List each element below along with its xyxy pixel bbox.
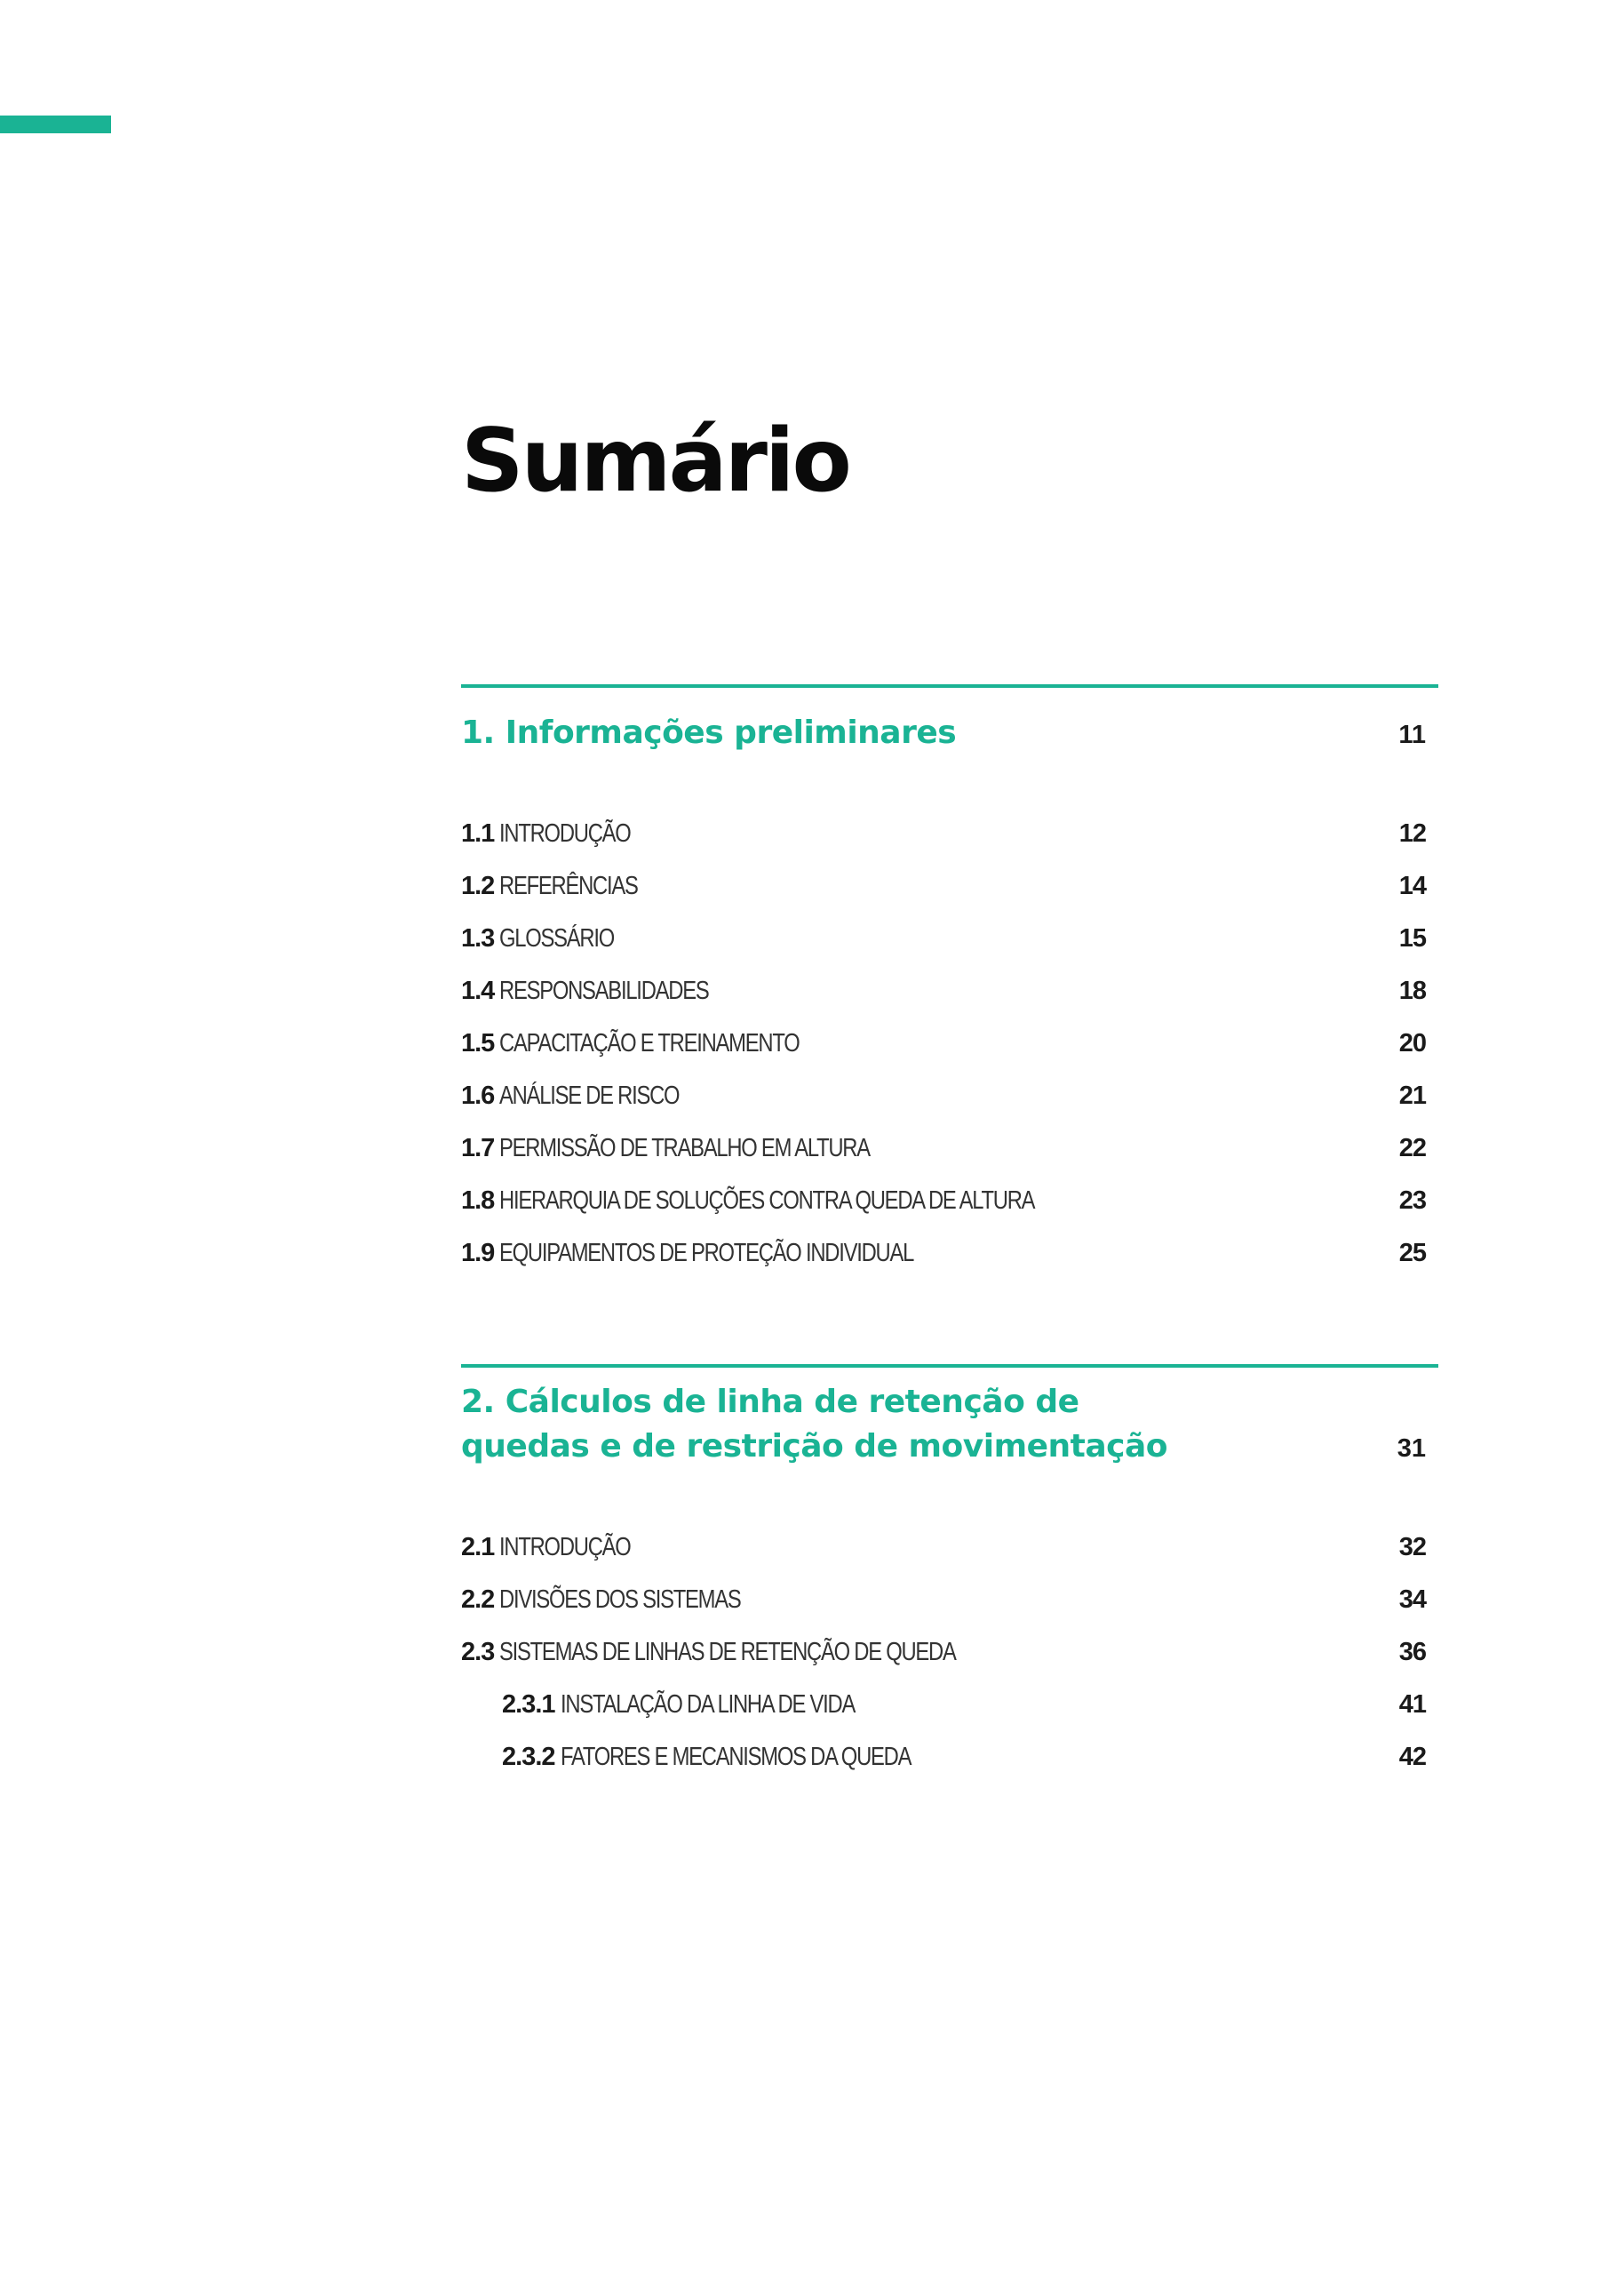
toc-entry[interactable] [461,1175,1438,1227]
entry-label: REFERÊNCIAS [499,872,638,900]
toc-subentry[interactable] [461,1731,1438,1784]
toc-entry[interactable] [461,860,1438,913]
entry-number: 2.3.1 [502,1690,555,1719]
accent-bar [0,116,111,133]
entry-number: 2.3 [461,1638,495,1666]
entry-number: 1.3 [461,924,495,953]
entry-page-number: 25 [1398,1239,1426,1267]
entry-page-number: 21 [1398,1082,1426,1110]
entry-label: EQUIPAMENTOS DE PROTEÇÃO INDIVIDUAL [499,1239,914,1267]
entry-label: SISTEMAS DE LINHAS DE RETENÇÃO DE QUEDA [499,1638,956,1666]
entry-page-number: 15 [1398,924,1426,953]
toc-entry[interactable] [461,913,1438,965]
entry-page-number: 18 [1398,977,1426,1005]
entry-page-number: 23 [1398,1186,1426,1215]
section-divider [461,1364,1438,1368]
toc-entry[interactable] [461,1521,1438,1574]
section-divider [461,684,1438,688]
entry-number: 1.1 [461,819,495,848]
entry-label: HIERARQUIA DE SOLUÇÕES CONTRA QUEDA DE ALTURA [499,1186,1035,1215]
entry-label: CAPACITAÇÃO E TREINAMENTO [499,1029,800,1058]
toc-entry[interactable] [461,1227,1438,1280]
toc-section-2 [461,1364,1438,1784]
entry-page-number: 34 [1398,1585,1426,1614]
entry-page-number: 12 [1398,819,1426,848]
entry-number: 1.8 [461,1186,495,1215]
entry-page-number: 20 [1398,1029,1426,1058]
entry-number: 1.4 [461,977,495,1005]
entry-page-number: 32 [1398,1533,1426,1561]
toc-subentry[interactable] [461,1679,1438,1731]
toc-entries [461,808,1438,1280]
toc-section-1 [461,684,1438,1280]
section-page-number: 31 [1397,1434,1426,1463]
entry-label: RESPONSABILIDADES [499,977,709,1005]
entry-number: 1.5 [461,1029,495,1058]
entry-label: FATORES E MECANISMOS DA QUEDA [560,1743,911,1771]
entry-number: 1.7 [461,1134,495,1162]
section-title: 1. Informações preliminares [461,714,957,751]
section-title [461,1380,1225,1469]
toc-entry[interactable] [461,1626,1438,1679]
entry-page-number: 36 [1398,1638,1426,1666]
toc-entry[interactable] [461,808,1438,860]
section-heading[interactable] [461,711,1438,755]
entry-label: GLOSSÁRIO [499,924,615,953]
entry-page-number: 42 [1398,1743,1426,1771]
page-title: Sumário [461,411,849,512]
entry-number: 2.3.2 [502,1743,555,1771]
entry-label: ANÁLISE DE RISCO [499,1082,680,1110]
entry-label: INTRODUÇÃO [499,1533,631,1561]
entry-number: 1.6 [461,1082,495,1110]
entry-label: INTRODUÇÃO [499,819,631,848]
entry-label: PERMISSÃO DE TRABALHO EM ALTURA [499,1134,871,1162]
toc-entry[interactable] [461,1070,1438,1122]
toc-entry[interactable] [461,1574,1438,1626]
section-page-number: 11 [1398,721,1426,749]
section-title-line-1: 2. Cálculos de linha de retenção de [461,1384,1079,1420]
entry-page-number: 22 [1398,1134,1426,1162]
entry-number: 1.9 [461,1239,495,1267]
section-heading[interactable] [461,1380,1438,1469]
toc-entry[interactable] [461,1122,1438,1175]
entry-number: 1.2 [461,872,495,900]
entry-page-number: 41 [1398,1690,1426,1719]
entry-number: 2.1 [461,1533,495,1561]
entry-page-number: 14 [1398,872,1426,900]
toc-entry[interactable] [461,965,1438,1018]
toc-entries [461,1521,1438,1784]
section-title-line-2: quedas e de restrição de movimentação [461,1428,1167,1465]
toc-entry[interactable] [461,1018,1438,1070]
entry-label: DIVISÕES DOS SISTEMAS [499,1585,741,1614]
entry-label: INSTALAÇÃO DA LINHA DE VIDA [560,1690,855,1719]
entry-number: 2.2 [461,1585,495,1614]
